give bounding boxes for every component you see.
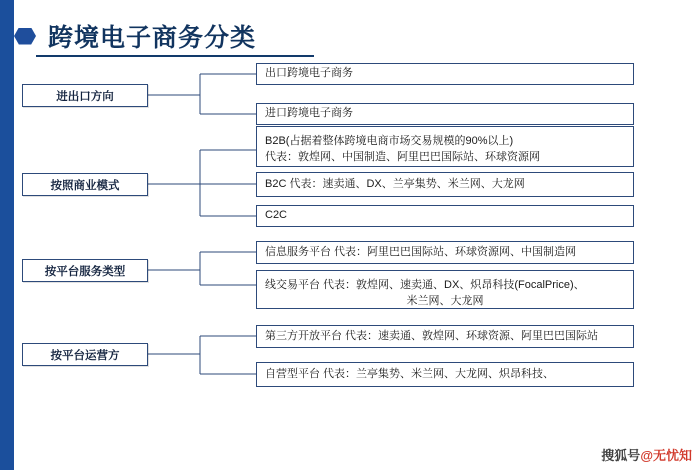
watermark [601, 445, 692, 464]
leaf-text: 自营型平台 代表：兰亭集势、米兰网、大龙网、炽昂科技、 [265, 367, 555, 380]
leaf-node[interactable] [256, 103, 634, 125]
category-node-import-export[interactable] [22, 84, 148, 107]
leaf-node[interactable] [256, 270, 634, 309]
leaf-node[interactable] [256, 325, 634, 348]
leaf-text: 线交易平台 代表：敦煌网、速卖通、DX、炽昂科技(FocalPrice)、 [265, 279, 585, 291]
category-label: 按平台运营方 [50, 349, 120, 362]
leaf-text-sub: 米兰网、大龙网 [406, 295, 484, 307]
leaf-text: 进口跨境电子商务 [265, 107, 353, 120]
leaf-text: 第三方开放平台 代表：速卖通、敦煌网、环球资源、阿里巴巴国际站 [265, 329, 599, 342]
leaf-node[interactable] [256, 172, 634, 197]
leaf-node[interactable] [256, 362, 634, 387]
leaf-text: 信息服务平台 代表：阿里巴巴国际站、环球资源网、中国制造网 [265, 245, 577, 258]
leaf-node[interactable] [256, 63, 634, 85]
category-node-business-model[interactable] [22, 173, 148, 196]
watermark-prefix: 搜狐号 [601, 448, 641, 463]
leaf-text: C2C [265, 209, 288, 222]
page-title-text: 跨境电子商务分类 [48, 24, 257, 52]
leaf-text-sub: 代表：敦煌网、中国制造、阿里巴巴国际站、环球资源网 [265, 151, 540, 163]
category-label: 按平台服务类型 [44, 265, 126, 278]
leaf-text: 出口跨境电子商务 [265, 67, 353, 80]
category-node-platform-operator[interactable] [22, 343, 148, 366]
category-label: 按照商业模式 [50, 179, 120, 192]
leaf-text: B2C 代表：速卖通、DX、兰亭集势、米兰网、大龙网 [265, 177, 525, 190]
leaf-node[interactable] [256, 126, 634, 167]
leaf-node[interactable] [256, 205, 634, 227]
watermark-handle: @无忧知 [640, 448, 692, 463]
leaf-node[interactable] [256, 241, 634, 264]
leaf-text: B2B(占据着整体跨境电商市场交易规模的90%以上) [265, 135, 514, 147]
category-label: 进出口方向 [56, 90, 114, 103]
category-node-platform-service-type[interactable] [22, 259, 148, 282]
